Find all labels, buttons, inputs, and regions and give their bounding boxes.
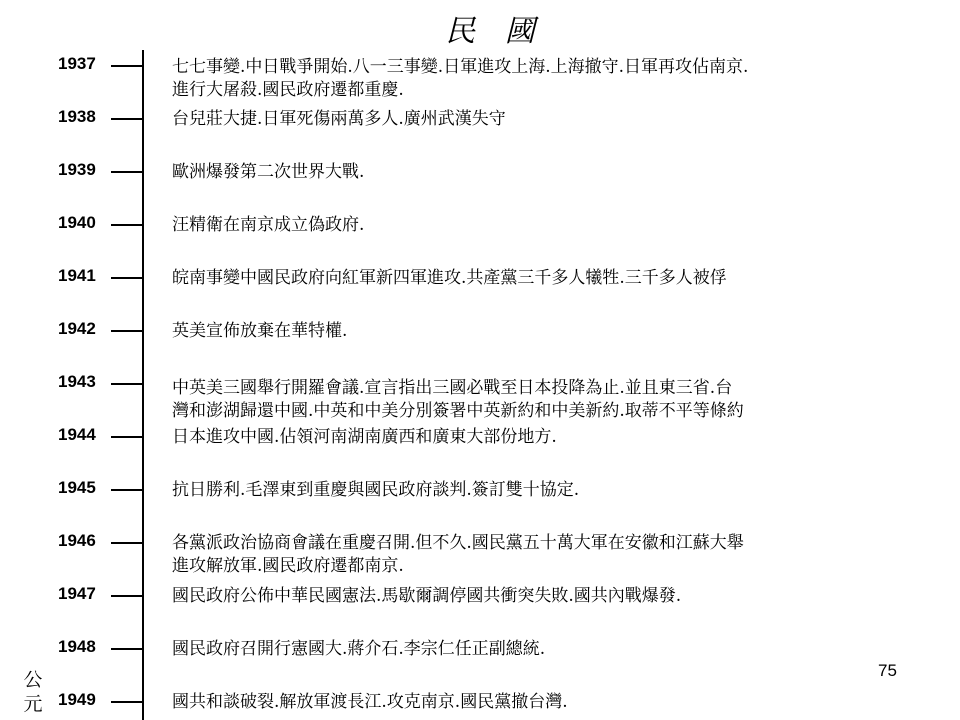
timeline-year: 1949	[58, 690, 96, 709]
timeline-event-line: 進行大屠殺.國民政府遷都重慶.	[172, 80, 404, 100]
timeline-event-line: 各黨派政治協商會議在重慶召開.但不久.國民黨五十萬大軍在安徽和江蘇大舉	[172, 533, 744, 553]
timeline-event	[172, 585, 912, 608]
timeline-entry	[0, 106, 960, 166]
timeline-year: 1946	[58, 531, 96, 550]
timeline-entry	[0, 212, 960, 272]
timeline-tick	[111, 648, 143, 650]
timeline-year: 1939	[58, 160, 96, 179]
timeline-year: 1942	[58, 319, 96, 338]
timeline-entry	[0, 530, 960, 590]
timeline-entry	[0, 583, 960, 643]
timeline-event-line: 台兒莊大捷.日軍死傷兩萬多人.廣州武漢失守	[172, 109, 506, 129]
timeline-event	[172, 267, 912, 290]
timeline-tick	[111, 383, 143, 385]
timeline-year: 1940	[58, 213, 96, 232]
era-label: 公元	[23, 669, 43, 715]
timeline-event	[172, 638, 912, 661]
timeline-event	[172, 108, 912, 131]
timeline-event-line: 灣和澎湖歸還中國.中英和中美分別簽署中英新約和中美新約.取蒂不平等條約	[172, 401, 744, 421]
timeline-entry	[0, 477, 960, 537]
timeline-year: 1941	[58, 266, 96, 285]
timeline-year: 1937	[58, 54, 96, 73]
timeline-year: 1945	[58, 478, 96, 497]
timeline-tick	[111, 701, 143, 703]
timeline-tick	[111, 595, 143, 597]
timeline-year: 1947	[58, 584, 96, 603]
timeline-event-line: 抗日勝利.毛澤東到重慶與國民政府談判.簽訂雙十協定.	[172, 480, 580, 500]
timeline-entry	[0, 371, 960, 431]
timeline-tick	[111, 65, 143, 67]
timeline-entry	[0, 424, 960, 484]
timeline-year: 1943	[58, 372, 96, 391]
timeline-entry	[0, 689, 960, 720]
timeline-event-line: 歐洲爆發第二次世界大戰.	[172, 162, 365, 182]
timeline-event	[172, 214, 912, 237]
timeline-event-line: 皖南事變中國民政府向紅軍新四軍進攻.共產黨三千多人犧牲.三千多人被俘	[172, 268, 727, 288]
timeline-event-line: 日本進攻中國.佔領河南湖南廣西和廣東大部份地方.	[172, 427, 557, 447]
timeline-tick	[111, 542, 143, 544]
timeline-event-line: 英美宣佈放棄在華特權.	[172, 321, 348, 341]
timeline-event	[172, 320, 912, 343]
timeline-event-line: 汪精衛在南京成立偽政府.	[172, 215, 365, 235]
timeline-entry	[0, 318, 960, 378]
page-number: 75	[878, 661, 897, 680]
timeline-event	[172, 426, 912, 449]
timeline-year: 1944	[58, 425, 96, 444]
timeline-entry	[0, 636, 960, 696]
timeline-event	[172, 532, 912, 578]
timeline-year: 1938	[58, 107, 96, 126]
timeline-event-line: 國民政府公佈中華民國憲法.馬歇爾調停國共衝突失敗.國共內戰爆發.	[172, 586, 682, 606]
timeline-event-line: 國共和談破裂.解放軍渡長江.攻克南京.國民黨撤台灣.	[172, 692, 568, 712]
timeline-event	[172, 691, 912, 714]
timeline-entry	[0, 265, 960, 325]
timeline-event	[172, 479, 912, 502]
timeline-tick	[111, 330, 143, 332]
timeline-tick	[111, 224, 143, 226]
timeline-tick	[111, 436, 143, 438]
timeline-tick	[111, 277, 143, 279]
timeline-tick	[111, 489, 143, 491]
timeline-entry	[0, 53, 960, 113]
timeline-event-line: 進攻解放軍.國民政府遷都南京.	[172, 556, 404, 576]
timeline-entry	[0, 159, 960, 219]
timeline-event-line: 七七事變.中日戰爭開始.八一三事變.日軍進攻上海.上海撤守.日軍再攻佔南京.	[172, 57, 749, 77]
timeline-tick	[111, 118, 143, 120]
slide-title: 民 國	[445, 14, 545, 49]
timeline-event-line: 中英美三國舉行開羅會議.宣言指出三國必戰至日本投降為止.並且東三省.台	[172, 378, 733, 398]
timeline-year: 1948	[58, 637, 96, 656]
timeline-event	[172, 56, 912, 102]
timeline-event	[172, 377, 912, 423]
timeline-event-line: 國民政府召開行憲國大.蔣介石.李宗仁任正副總統.	[172, 639, 546, 659]
timeline-event	[172, 161, 912, 184]
timeline-tick	[111, 171, 143, 173]
